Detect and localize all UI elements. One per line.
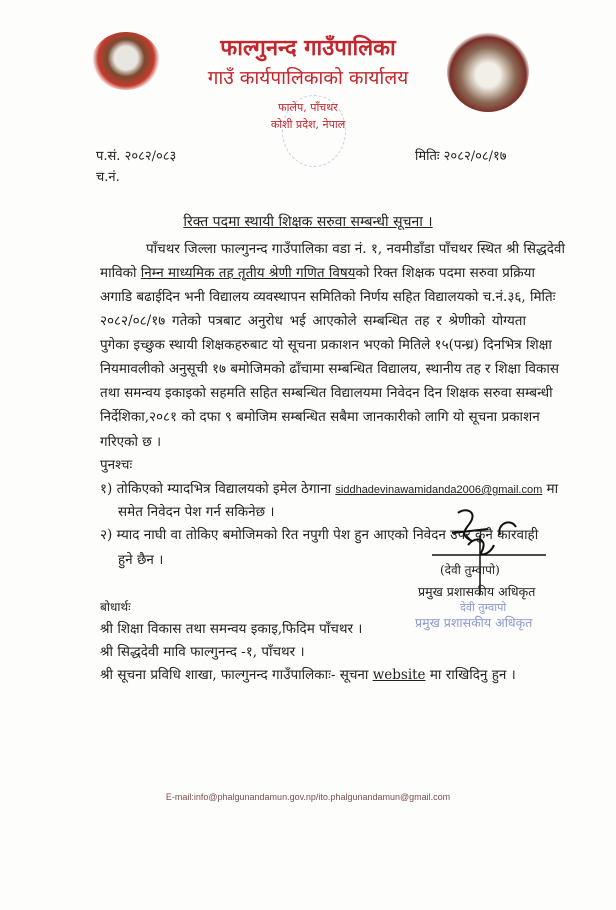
signatory-name: (देवी तुम्वापो) [440,563,500,577]
stamp-name: देवी तुम्वापो [460,601,507,614]
body-line-6: नियमावलीको अनुसूची १७ बमोजिमको ढाँचामा सम्बन्धित विद्यालय, स्थानीय तह र शिक्षा विकास [100,361,560,377]
ps-item-2: २) म्याद नाघी वा तोकिए बमोजिमको रित नपुगी पेश हुन आएको निवेदन उपर कुनै कारवाही [100,527,539,543]
date: मितिः २०८२/०८/१७ [415,149,507,164]
address-line1: फालेप, पाँचथर [278,101,338,114]
stamp-title: प्रमुख प्रशासकीय अधिकृत [415,615,533,630]
body-line-2-prefix: माविको [100,265,141,281]
cc-item-3-suffix: मा राखिदिनु हुन । [425,667,516,683]
ps-item-1 [100,479,558,497]
body-line-8: निर्देशिका,२०८१ को दफा ९ बमोजिम सम्बन्धित सबैमा जानकारीको लागि यो सूचना प्रकाशन [100,409,540,425]
website-link[interactable]: website [372,667,426,683]
body-line-1: पाँचथर जिल्ला फाल्गुनन्द गाउँपालिका वडा नं. १, नवमीडाँडा पाँचथर स्थित श्री सिद्धदेवी [146,241,565,257]
address-line2: कोशी प्रदेश, नेपाल [270,118,346,131]
ps-item-2-cont: हुने छैन । [118,552,164,568]
dispatch-number: च.नं. [96,170,120,185]
ref-number: प.सं. २०८२/०८३ [96,149,177,164]
body-line-7: तथा समन्वय इकाइको सहमति सहित सम्बन्धित विद्यालयमा निवेदन दिन शिक्षक सरुवा सम्बन्धी [100,385,553,401]
body-line-5: पुगेका इच्छुक स्थायी शिक्षकहरुबाट यो सूचना प्रकाशन भएको मितिले १५(पन्ध्र) दिनभित्र शिक्षा [100,337,552,353]
ps-item-1-cont: समेत निवेदन पेश गर्न सकिनेछ । [118,504,275,520]
subject-underlined: निम्न माध्यमिक तह तृतीय श्रेणी गणित विषय [140,265,356,281]
body-line-2-suffix: को रिक्त शिक्षक पदमा सरुवा प्रक्रिया [355,265,535,281]
cc-item-2: श्री सिद्धदेवी मावि फाल्गुनन्द -१, पाँचथर । [100,644,305,660]
body-line-2 [100,264,535,282]
ps-item-1-suffix: मा [542,481,559,497]
office-name: गाउँ कार्यपालिकाको कार्यालय [207,67,409,89]
office-stamp [282,95,346,167]
cc-item-3 [100,665,516,683]
ps-label: पुनश्चः [100,457,133,473]
body-line-3: अगाडि बढाईदिन भनी विद्यालय व्यवस्थापन समितिको निर्णय सहित विद्यालयको च.नं.३६, मितिः [100,289,556,305]
body-line-9: गरिएको छ । [100,434,162,450]
school-email-link[interactable]: siddhadevinawamidanda2006@gmail.com [335,484,543,496]
org-name: फाल्गुनन्द गाउँपालिका [220,35,396,61]
signatory-title: प्रमुख प्रशासकीय अधिकृत [418,584,536,599]
cc-label: बोधार्थः [100,600,131,614]
body-line-4: २०८२/०८/१७ गतेको पत्रबाट अनुरोध भई आएकोले सम्बन्धित तह र श्रेणीको योग्यता [100,313,526,329]
cc-item-3-text: श्री सूचना प्रविधि शाखा, फाल्गुनन्द गाउँपालिकाः- सूचना [100,667,373,683]
notice-title: रिक्त पदमा स्थायी शिक्षक सरुवा सम्बन्धी सूचना । [183,214,433,230]
ps-item-1-text: १) तोकिएको म्यादभित्र विद्यालयको इमेल ठेगाना [100,481,336,497]
cc-item-1: श्री शिक्षा विकास तथा समन्वय इकाइ,फिदिम पाँचथर । [100,621,363,637]
footer-email: E-mail:info@phalgunandamun.gov.np/ito.phalgunandamun@gmail.com [165,792,451,802]
